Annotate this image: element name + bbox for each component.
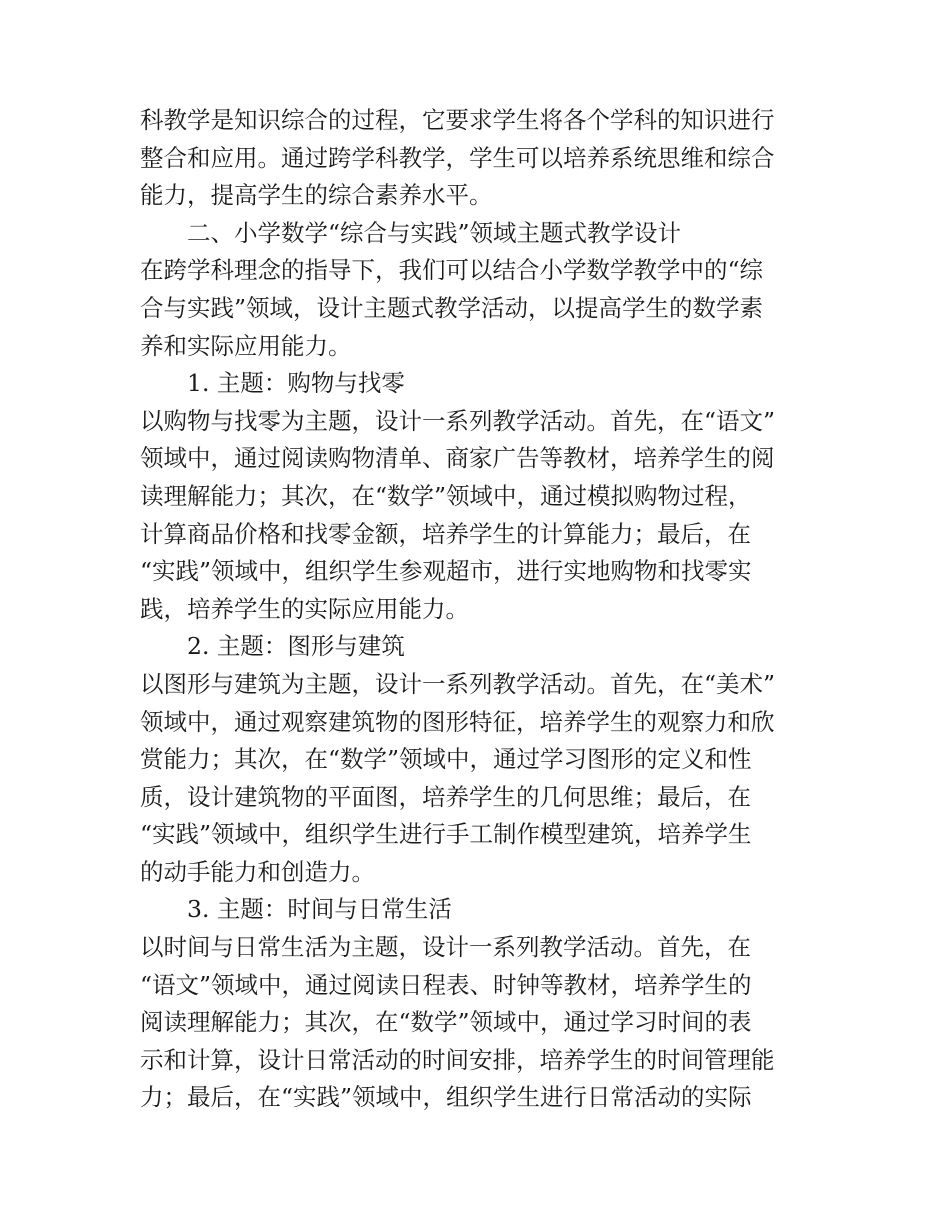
body-text-line: 养和实际应用能力。 xyxy=(140,331,352,360)
body-text-line: “语文”领域中，通过阅读日程表、时钟等教材，培养学生的 xyxy=(140,970,752,999)
body-text-line: 践，培养学生的实际应用能力。 xyxy=(140,594,469,623)
body-text-line: 领域中，通过阅读购物清单、商家广告等教材，培养学生的阅 xyxy=(140,444,775,473)
section-heading-line: 2. 主题：图形与建筑 xyxy=(187,632,405,661)
body-text-line: 在跨学科理念的指导下，我们可以结合小学数学教学中的“综 xyxy=(140,256,764,285)
body-text-line: 计算商品价格和找零金额，培养学生的计算能力；最后，在 xyxy=(140,519,751,548)
body-text-line: 领域中，通过观察建筑物的图形特征，培养学生的观察力和欣 xyxy=(140,707,775,736)
body-text-line: “实践”领域中，组织学生进行手工制作模型建筑，培养学生 xyxy=(140,820,752,849)
body-text-line: 能力，提高学生的综合素养水平。 xyxy=(140,181,493,210)
body-text-line: 的动手能力和创造力。 xyxy=(140,857,375,886)
body-text-line: 合与实践”领域，设计主题式教学活动，以提高学生的数学素 xyxy=(140,293,764,322)
section-heading-line: 二、小学数学“综合与实践”领域主题式教学设计 xyxy=(187,218,682,247)
body-text-line: 力；最后，在“实践”领域中，组织学生进行日常活动的实际 xyxy=(140,1083,752,1112)
body-text-line: 阅读理解能力；其次，在“数学”领域中，通过学习时间的表 xyxy=(140,1008,752,1037)
document-body xyxy=(140,102,820,1117)
section-heading-line: 1. 主题：购物与找零 xyxy=(187,369,405,398)
body-text-line: “实践”领域中，组织学生参观超市，进行实地购物和找零实 xyxy=(140,557,752,586)
body-text-line: 以购物与找零为主题，设计一系列教学活动。首先，在“语文” xyxy=(140,406,776,435)
body-text-line: 以图形与建筑为主题，设计一系列教学活动。首先，在“美术” xyxy=(140,669,776,698)
body-text-line: 整合和应用。通过跨学科教学，学生可以培养系统思维和综合 xyxy=(140,143,775,172)
body-text-line: 示和计算，设计日常活动的时间安排，培养学生的时间管理能 xyxy=(140,1045,775,1074)
body-text-line: 质，设计建筑物的平面图，培养学生的几何思维；最后，在 xyxy=(140,782,751,811)
body-text-line: 以时间与日常生活为主题，设计一系列教学活动。首先，在 xyxy=(140,933,751,962)
body-text-line: 读理解能力；其次，在“数学”领域中，通过模拟购物过程， xyxy=(140,481,752,510)
body-text-line: 科教学是知识综合的过程，它要求学生将各个学科的知识进行 xyxy=(140,106,775,134)
body-text-line: 赏能力；其次，在“数学”领域中，通过学习图形的定义和性 xyxy=(140,745,752,774)
section-heading-line: 3. 主题：时间与日常生活 xyxy=(187,895,452,924)
